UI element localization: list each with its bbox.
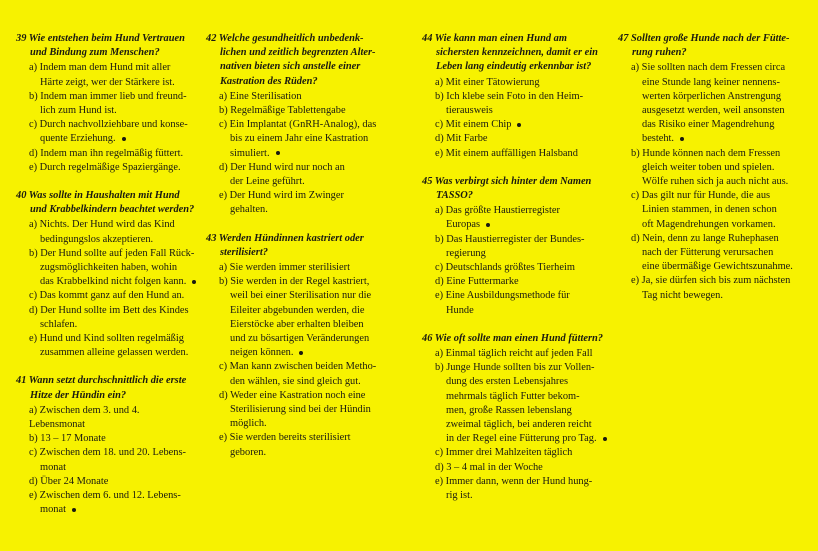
answer-text: monat (40, 461, 66, 473)
answer-line (219, 132, 396, 146)
answer-text: d) Indem man ihn regelmäßig füttert. (29, 147, 184, 159)
answer-text: gehalten. (230, 204, 268, 216)
answer-line (435, 76, 612, 90)
answer-line (219, 175, 396, 189)
answer-option (16, 118, 198, 146)
answer-line (435, 204, 612, 218)
answer-line (29, 132, 198, 146)
answer-line (631, 161, 808, 175)
question-title (16, 189, 198, 217)
answer-line (631, 232, 808, 246)
answer-line (219, 360, 396, 374)
answer-line (435, 361, 612, 375)
answer-line (29, 432, 198, 446)
answer-text: a) Einmal täglich reicht auf jeden Fall (435, 348, 593, 360)
answer-line (219, 90, 396, 104)
answer-text: c) Zwischen dem 18. und 20. Lebens- (29, 447, 186, 459)
answer-option (422, 118, 612, 132)
answer-text: d) Weder eine Kastration noch eine (219, 389, 366, 401)
answer-text: Wölfe ruhen sich ja auch nicht aus. (642, 176, 789, 188)
answer-text: quente Erziehung. (40, 133, 116, 145)
question-title-line: 40 Was sollte in Haushalten mit Hund (16, 190, 180, 202)
answer-line (631, 260, 808, 274)
answer-text: d) Mit Farbe (435, 133, 488, 145)
answer-text: b) Das Haustierregister der Bundes- (435, 233, 585, 245)
answer-line (631, 289, 808, 303)
answer-text: men, große Rassen lebenslang (446, 404, 572, 416)
question-title-line: 47 Sollten große Hunde nach der Fütte- (618, 33, 790, 44)
answer-text: e) Zwischen dem 6. und 12. Lebens- (29, 490, 181, 502)
answer-line (631, 175, 808, 189)
answer-text: weil bei einer Sterilisation nur die (230, 290, 372, 302)
answer-line (219, 446, 396, 460)
question-title (618, 32, 808, 60)
answer-line (29, 489, 198, 503)
answer-text: Eileiter abgebunden werden, die (230, 304, 365, 316)
answer-text: a) Nichts. Der Hund wird das Kind (29, 219, 175, 231)
question-title (422, 32, 612, 75)
answer-option (16, 475, 198, 489)
answer-text: ausgesetzt werden, weil ansonsten (642, 105, 785, 117)
answer-line (631, 118, 808, 132)
question-title (16, 374, 198, 402)
answer-text: Europas (446, 219, 481, 231)
question-title (422, 175, 612, 203)
answer-text: d) 3 – 4 mal in der Woche (435, 461, 543, 473)
answer-option (206, 104, 396, 118)
answer-line (29, 61, 198, 75)
question-title-line: und Krabbelkindern beachtet werden? (30, 204, 195, 216)
answer-text: Eierstöcke aber erhalten bleiben (230, 318, 364, 330)
answer-option (206, 118, 396, 161)
answer-line (219, 203, 396, 217)
answer-line (219, 189, 396, 203)
answer-line (29, 503, 198, 517)
answer-option (618, 61, 808, 146)
answer-line (29, 104, 198, 118)
answer-text: a) Zwischen dem 3. und 4. Lebensmonat (29, 404, 140, 431)
answer-line (219, 104, 396, 118)
correct-answer-dot-icon (680, 137, 684, 141)
answer-line (219, 118, 396, 132)
answer-text: a) Sie werden immer sterilisiert (219, 262, 350, 274)
answer-line (219, 147, 396, 161)
answer-option (16, 304, 198, 332)
answer-line (631, 132, 808, 146)
column-3 (422, 32, 612, 517)
question-block (618, 32, 808, 303)
answer-line (29, 461, 198, 475)
answer-line (435, 289, 612, 303)
answer-text: b) Der Hund sollte auf jeden Fall Rück- (29, 247, 195, 259)
answer-text: das Risiko einer Magendrehung (642, 119, 775, 131)
correct-answer-dot-icon (122, 137, 126, 141)
answer-option (206, 360, 396, 388)
answer-line (435, 375, 612, 389)
answer-option (422, 475, 612, 503)
answer-line (219, 289, 396, 303)
answer-text: Linien stammen, in denen schon (642, 204, 777, 216)
answer-line (219, 304, 396, 318)
correct-answer-dot-icon (192, 280, 196, 284)
answer-text: d) Der Hund wird nur noch an (219, 161, 345, 173)
answer-text: a) Mit einer Tätowierung (435, 76, 540, 88)
column-1 (16, 32, 198, 532)
answer-line (631, 218, 808, 232)
answer-line (435, 418, 612, 432)
answer-option (16, 147, 198, 161)
answer-line (631, 189, 808, 203)
answer-line (29, 289, 198, 303)
answer-text: e) Immer dann, wenn der Hund hung- (435, 475, 593, 487)
answer-text: geboren. (230, 446, 267, 458)
answer-text: den wählen, sie sind gleich gut. (230, 375, 361, 387)
answer-line (29, 118, 198, 132)
answer-line (29, 275, 198, 289)
answer-text: nach der Fütterung verursachen (642, 247, 774, 259)
question-block (206, 32, 396, 218)
answer-option (206, 189, 396, 217)
answer-line (435, 304, 612, 318)
answer-text: e) Sie werden bereits sterilisiert (219, 432, 351, 444)
answer-text: der Leine geführt. (230, 176, 305, 188)
answer-line (631, 76, 808, 90)
answer-line (435, 432, 612, 446)
answer-option (16, 489, 198, 517)
answer-option (16, 446, 198, 474)
answer-line (29, 446, 198, 460)
answer-line (29, 233, 198, 247)
answer-text: in der Regel eine Fütterung pro Tag. (446, 433, 597, 445)
answer-line (29, 147, 198, 161)
question-title-line: nativen bieten sich anstelle einer (220, 61, 361, 73)
answer-line (435, 475, 612, 489)
question-block (16, 374, 198, 517)
answer-option (618, 189, 808, 232)
answer-text: b) 13 – 17 Monate (29, 433, 106, 445)
answer-text: lich zum Hund ist. (40, 105, 117, 117)
question-title (422, 332, 612, 346)
answer-line (219, 403, 396, 417)
answer-text: simuliert. (230, 147, 270, 159)
answer-line (29, 90, 198, 104)
answer-option (16, 90, 198, 118)
answer-text: a) Das größte Haustierregister (435, 205, 560, 217)
column-4 (618, 32, 808, 317)
answer-text: a) Indem man dem Hund mit aller (29, 62, 171, 74)
answer-option (422, 289, 612, 317)
answer-line (29, 76, 198, 90)
answer-text: monat (40, 504, 66, 516)
answer-line (435, 104, 612, 118)
answer-line (435, 404, 612, 418)
question-title-line: 39 Wie entstehen beim Hund Vertrauen (16, 33, 185, 44)
answer-line (631, 147, 808, 161)
answer-line (435, 132, 612, 146)
answer-option (422, 90, 612, 118)
answer-line (29, 304, 198, 318)
answer-text: b) Sie werden in der Regel kastriert, (219, 276, 370, 288)
answer-text: bedingungslos akzeptieren. (40, 233, 154, 245)
answer-text: werten körperlichen Anstrengung (642, 90, 782, 102)
answer-line (435, 461, 612, 475)
answer-option (16, 247, 198, 290)
answer-text: e) Ja, sie dürfen sich bis zum nächsten (631, 275, 791, 287)
question-title-line: lichen und zeitlich begrenzten Alter- (220, 47, 376, 59)
answer-option (422, 233, 612, 261)
answer-line (435, 275, 612, 289)
answer-line (631, 203, 808, 217)
answer-line (29, 404, 198, 432)
question-title-line: 44 Wie kann man einen Hund am (422, 33, 567, 44)
answer-line (435, 118, 612, 132)
answer-option (206, 389, 396, 432)
answer-text: bis zu einem Jahr eine Kastration (230, 133, 369, 145)
answer-text: das Krabbelkind nicht folgen kann. (40, 276, 187, 288)
answer-text: c) Durch nachvollziehbare und konse- (29, 119, 188, 131)
answer-line (435, 147, 612, 161)
answer-line (29, 332, 198, 346)
answer-option (618, 274, 808, 302)
answer-text: b) Junge Hunde sollten bis zur Vollen- (435, 362, 595, 374)
answer-line (435, 218, 612, 232)
answer-text: e) Mit einem auffälligen Halsband (435, 147, 578, 159)
answer-line (631, 90, 808, 104)
answer-line (435, 261, 612, 275)
answer-line (631, 104, 808, 118)
question-title-line: und Bindung zum Menschen? (30, 47, 160, 59)
correct-answer-dot-icon (486, 223, 490, 227)
answer-text: e) Hund und Kind sollten regelmäßig (29, 333, 184, 345)
answer-line (435, 90, 612, 104)
answer-line (631, 61, 808, 75)
answer-text: c) Das gilt nur für Hunde, die aus (631, 190, 771, 202)
answer-line (29, 346, 198, 360)
answer-option (422, 361, 612, 446)
correct-answer-dot-icon (276, 151, 280, 155)
answer-text: c) Deutschlands größtes Tierheim (435, 262, 575, 274)
answer-option (422, 275, 612, 289)
answer-text: d) Der Hund sollte im Bett des Kindes (29, 304, 189, 316)
correct-answer-dot-icon (517, 123, 521, 127)
correct-answer-dot-icon (603, 437, 607, 441)
answer-option (16, 161, 198, 175)
column-2 (206, 32, 396, 474)
answer-line (219, 389, 396, 403)
answer-text: a) Eine Sterilisation (219, 90, 302, 102)
answer-text: gleich weiter toben und spielen. (642, 161, 775, 173)
question-title-line: TASSO? (436, 190, 473, 202)
answer-text: a) Sie sollten nach dem Fressen circa (631, 62, 786, 74)
answer-text: tierausweis (446, 105, 493, 117)
answer-text: möglich. (230, 418, 267, 430)
answer-text: c) Mit einem Chip (435, 119, 512, 131)
answer-line (435, 489, 612, 503)
answer-option (16, 404, 198, 432)
answer-option (618, 232, 808, 275)
answer-line (29, 318, 198, 332)
answer-option (422, 446, 612, 460)
question-block (206, 232, 396, 460)
question-title-line: 46 Wie oft sollte man einen Hund füttern? (422, 332, 603, 344)
answer-text: besteht. (642, 133, 675, 145)
answer-text: d) Nein, denn zu lange Ruhephasen (631, 232, 779, 244)
question-title-line: rung ruhen? (632, 47, 687, 59)
question-title (206, 232, 396, 260)
answer-option (16, 61, 198, 89)
answer-option (422, 76, 612, 90)
question-block (16, 32, 198, 175)
answer-option (422, 261, 612, 275)
answer-line (29, 475, 198, 489)
answer-option (16, 332, 198, 360)
answer-text: mehrmals täglich Futter bekom- (446, 390, 580, 402)
answer-option (16, 432, 198, 446)
question-block (422, 32, 612, 161)
question-title-line: sichersten kennzeichnen, damit er ein (436, 47, 598, 59)
answer-text: rig ist. (446, 490, 473, 502)
answer-line (631, 246, 808, 260)
question-title (16, 32, 198, 60)
answer-line (219, 275, 396, 289)
answer-text: b) Regelmäßige Tablettengabe (219, 105, 346, 117)
question-block (16, 189, 198, 360)
question-block (422, 175, 612, 318)
answer-text: Tag nicht bewegen. (642, 289, 723, 301)
answer-text: dung des ersten Lebensjahres (446, 376, 569, 388)
answer-text: zusammen alleine gelassen werden. (40, 347, 189, 359)
question-title-line: 45 Was verbirgt sich hinter dem Namen (422, 175, 592, 187)
answer-line (435, 347, 612, 361)
answer-text: d) Über 24 Monate (29, 475, 109, 487)
answer-line (29, 261, 198, 275)
correct-answer-dot-icon (72, 508, 76, 512)
correct-answer-dot-icon (299, 351, 303, 355)
answer-text: c) Man kann zwischen beiden Metho- (219, 361, 377, 373)
answer-text: Sterilisierung sind bei der Hündin (230, 404, 371, 416)
answer-text: eine Stunde lang keiner nennens- (642, 76, 780, 88)
answer-line (219, 261, 396, 275)
answer-text: b) Ich klebe sein Foto in den Heim- (435, 90, 584, 102)
answer-text: b) Indem man immer lieb und freund- (29, 90, 187, 102)
answer-text: c) Das kommt ganz auf den Hund an. (29, 290, 185, 302)
answer-line (435, 247, 612, 261)
question-title-line: sterilisiert? (220, 246, 268, 258)
answer-line (435, 446, 612, 460)
answer-option (16, 218, 198, 246)
question-block (422, 332, 612, 503)
question-title (206, 32, 396, 89)
answer-text: zugsmöglichkeiten haben, wohin (40, 262, 178, 274)
answer-option (206, 275, 396, 360)
answer-line (29, 218, 198, 232)
answer-line (29, 247, 198, 261)
answer-line (219, 161, 396, 175)
answer-line (435, 233, 612, 247)
answer-line (219, 417, 396, 431)
question-title-line: Kastration des Rüden? (220, 75, 318, 87)
answer-option (206, 90, 396, 104)
answer-text: e) Durch regelmäßige Spaziergänge. (29, 161, 181, 173)
answer-text: e) Der Hund wird im Zwinger (219, 190, 344, 202)
answer-text: e) Eine Ausbildungsmethode für (435, 290, 570, 302)
question-title-line: Leben lang eindeutig erkennbar ist? (436, 61, 592, 73)
answer-line (219, 346, 396, 360)
answer-line (435, 390, 612, 404)
answer-text: c) Immer drei Mahlzeiten täglich (435, 447, 573, 459)
answer-text: b) Hunde können nach dem Fressen (631, 147, 781, 159)
answer-option (206, 261, 396, 275)
question-title-line: 43 Werden Hündinnen kastriert oder (206, 232, 364, 244)
answer-option (206, 161, 396, 189)
answer-option (422, 132, 612, 146)
answer-text: schlafen. (40, 318, 78, 330)
question-title-line: Hitze der Hündin ein? (30, 389, 127, 401)
answer-text: Hunde (446, 304, 474, 316)
answer-option (618, 147, 808, 190)
answer-option (16, 289, 198, 303)
answer-line (631, 274, 808, 288)
answer-option (206, 431, 396, 459)
answer-text: neigen können. (230, 347, 294, 359)
answer-text: regierung (446, 247, 486, 259)
answer-line (29, 161, 198, 175)
answer-option (422, 147, 612, 161)
question-title-line: 41 Wann setzt durchschnittlich die erste (16, 375, 187, 387)
answer-option (422, 347, 612, 361)
answer-line (219, 318, 396, 332)
answer-text: Härte zeigt, wer der Stärkere ist. (40, 76, 175, 88)
question-title-line: 42 Welche gesundheitlich unbedenk- (206, 33, 364, 44)
answer-text: eine übermäßige Gewichtszunahme. (642, 261, 793, 273)
answer-text: c) Ein Implantat (GnRH-Analog), das (219, 119, 377, 131)
answer-text: d) Eine Futtermarke (435, 276, 519, 288)
answer-line (219, 332, 396, 346)
answer-text: zweimal täglich, bei anderen reicht (446, 419, 592, 431)
answer-line (219, 431, 396, 445)
answer-option (422, 461, 612, 475)
answer-option (422, 204, 612, 232)
answer-text: und zu bösartigen Veränderungen (230, 333, 370, 345)
answer-line (219, 375, 396, 389)
answer-text: oft Magendrehungen vorkamen. (642, 218, 776, 230)
